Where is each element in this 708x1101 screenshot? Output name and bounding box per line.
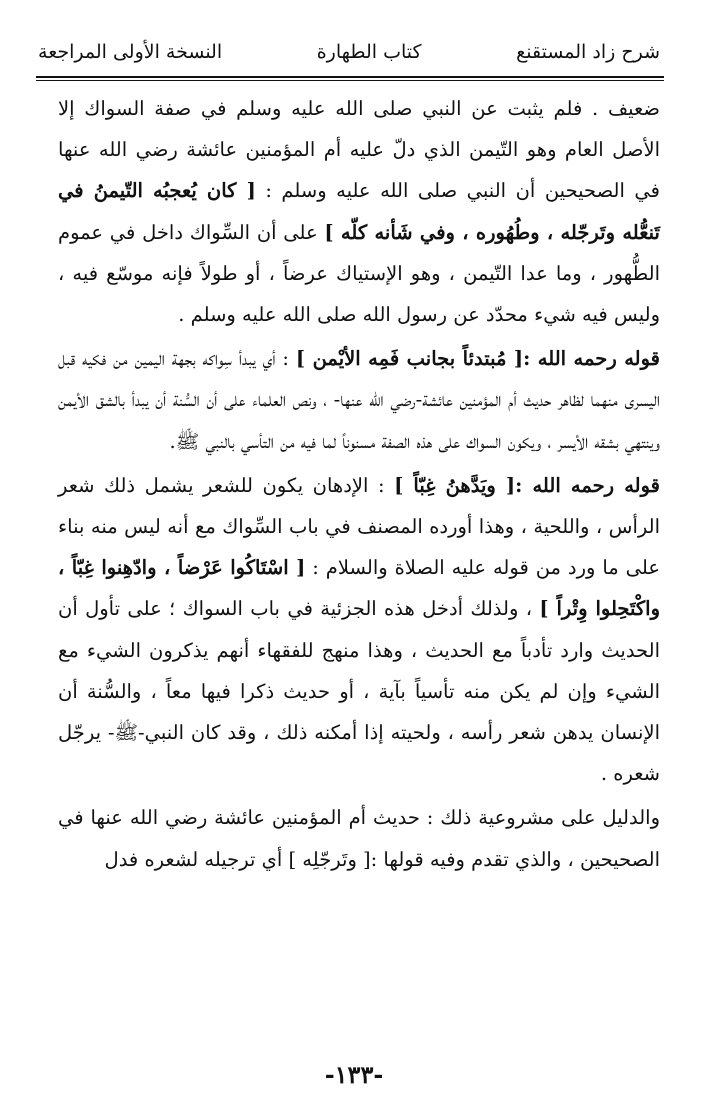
page-number: -١٣٣- [324,1060,384,1089]
header-edition-note: النسخة الأولى المراجعة [38,41,223,63]
matn-heading: قوله رحمه الله :[ مُبتدئاً بجانب فَمِه الأيْمن ] [295,347,660,371]
paragraph-1 [58,88,660,335]
paragraph-text: : أي يبدأ سِواكه بجهة اليمين من فكيه قبل اليسرى منهما لظاهر حديث أم المؤمنين عائشة-رضي الله عنها- ، ونص العلماء على أن السُّنة أن يبدأ بالشق الأيمن وينتهي بشقه الأيسر ، ويكون السواك على هذه الصفة مسنوناً لما فيه من التأسي بالنبي ﷺ. [58,347,660,453]
paragraph-4 [58,797,660,879]
header-rule [36,76,664,78]
paragraph-text: ، ولذلك أدخل هذه الجزئية في باب السواك ؛ على تأول أن الحديث وارد تأدباً مع الحديث ، وهذا منهج للفقهاء أنهم يذكرون الشيء مع الشيء وإن لم يكن منه تأسياً بآية ، أو حديث ذكرا فيها معاً ، والسُّنة أن الإنسان يدهن شعر رأسه ، ولحيته إذا أمكنه ذلك ، وقد كان النبي-ﷺ- يرجّل شعره . [58,597,660,786]
header-chapter-title: كتاب الطهارة [316,41,422,63]
paragraph-text: ضعيف . فلم يثبت عن النبي صلى الله عليه وسلم في صفة السواك إلا الأصل العام وهو التّيمن الذي دلّ عليه أم المؤمنين عائشة رضي الله عنها في الصحيحين أن النبي صلى الله عليه وسلم : [58,97,660,203]
paragraph-2 [58,338,660,462]
paragraph-text: على أن السِّواك داخل في عموم الطُّهور ، وما عدا التّيمن ، وهو الإستياك عرضاً ، أو طولاً فإنه موسّع فيه ، وليس فيه شيء محدّد عن رسول الله صلى الله عليه وسلم . [58,220,660,327]
header-book-title: شرح زاد المستقنع [516,41,660,63]
paragraph-3 [58,465,660,795]
matn-heading: قوله رحمه الله :[ ويَدَّهنُ غِبّاً ] [394,473,660,497]
paragraph-text: : الإدهان يكون للشعر يشمل ذلك شعر الرأس ، واللحية ، وهذا أورده المصنف في باب السِّواك مع أنه ليس منه بناء على ما ورد من قوله عليه الصلاة والسلام : [58,473,660,580]
hadith-quote: [ كان يُعجبُه التّيمنُ في تَنعُّله وتَرجّله ، وطُهُوره ، وفي شَأنه كلّه ] [58,179,660,244]
paragraph-text: والدليل على مشروعية ذلك : حديث أم المؤمنين عائشة رضي الله عنها في الصحيحين ، والذي تقدم وفيه قولها :[ وتَرجّلِه ] أي ترجيله لشعره فدل [58,806,660,871]
header-rule-thin [36,80,664,81]
page-body [58,88,660,880]
running-header [38,30,660,74]
hadith-quote: [ اسْتَاكُوا عَرْضاً ، وادّهِنوا غِبّاً ، واكْتَحِلوا وِتْراً ] [58,556,660,621]
